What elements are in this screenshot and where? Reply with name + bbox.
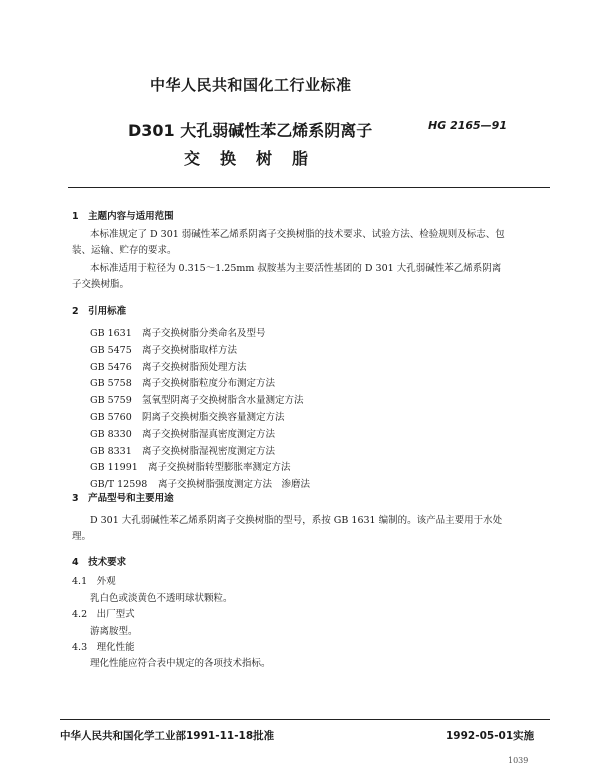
- document-title-line2: 交 换 树 脂: [184, 149, 311, 168]
- subsection-4-3-heading: 4.3 理化性能: [72, 642, 135, 653]
- section-1-para2-line1: 本标准适用于粒径为 0.315～1.25mm 叔胺基为主要活性基团的 D 301 大孔弱碱性苯乙烯系阴离: [90, 263, 502, 274]
- reference-item: [90, 393, 310, 410]
- standard-code: HG 2165—91: [428, 119, 507, 132]
- reference-title: 离子交换树脂预处理方法: [142, 361, 247, 373]
- reference-item: [90, 460, 310, 477]
- approval-notice: 中华人民共和国化学工业部1991-11-18批准: [60, 730, 275, 742]
- reference-code: GB 5759: [90, 395, 132, 407]
- reference-code: GB 5760: [90, 411, 132, 423]
- reference-title: 离子交换树脂粒度分布测定方法: [142, 378, 276, 390]
- org-standard-title: 中华人民共和国化工行业标准: [150, 76, 352, 94]
- reference-title: 离子交换树脂湿视密度测定方法: [142, 445, 276, 457]
- reference-title: 离子交换树脂分类命名及型号: [142, 328, 266, 339]
- reference-code: GB 5758: [90, 378, 132, 390]
- section-3-heading: 3 产品型号和主要用途: [72, 493, 174, 504]
- section-1-heading: 1 主题内容与适用范围: [72, 211, 174, 222]
- subsection-4-1-text: 乳白色或淡黄色不透明球状颗粒。: [90, 593, 233, 604]
- reference-item: [90, 444, 310, 461]
- reference-item: [90, 360, 310, 377]
- reference-title: 阴离子交换树脂交换容量测定方法: [142, 411, 285, 423]
- reference-list: [90, 326, 310, 494]
- subsection-4-2-text: 游离胺型。: [90, 626, 138, 637]
- subsection-4-3-text: 理化性能应符合表中规定的各项技术指标。: [90, 658, 271, 669]
- document-title-line1: D301 大孔弱碱性苯乙烯系阴离子: [128, 121, 373, 140]
- section-1-para1-line2: 装、运输、贮存的要求。: [72, 245, 177, 256]
- reference-code: GB 8331: [90, 445, 132, 457]
- effective-date: 1992-05-01实施: [446, 730, 535, 742]
- reference-code: GB 8330: [90, 428, 132, 440]
- header-divider: [68, 187, 550, 188]
- reference-code: GB/T 12598: [90, 479, 148, 491]
- footer-divider: [60, 719, 550, 720]
- section-1-para2-line2: 子交换树脂。: [72, 279, 130, 290]
- section-4-heading: 4 技术要求: [72, 557, 127, 568]
- section-2-heading: 2 引用标准: [72, 306, 127, 317]
- reference-item: [90, 326, 310, 343]
- section-3-line2: 理。: [72, 531, 92, 542]
- reference-item: [90, 343, 310, 360]
- reference-title: 离子交换树脂取样方法: [142, 344, 238, 356]
- reference-title: 氢氧型阴离子交换树脂含水量测定方法: [142, 395, 304, 407]
- reference-item: [90, 427, 310, 444]
- reference-title: 离子交换树脂强度测定方法 渗磨法: [158, 479, 311, 491]
- reference-code: GB 5476: [90, 361, 132, 373]
- reference-code: GB 11991: [90, 462, 138, 474]
- reference-code: GB 1631: [90, 328, 132, 339]
- subsection-4-2-heading: 4.2 出厂型式: [72, 609, 135, 620]
- reference-item: [90, 376, 310, 393]
- reference-code: GB 5475: [90, 344, 132, 356]
- reference-title: 离子交换树脂湿真密度测定方法: [142, 428, 276, 440]
- page-number: 1039: [508, 756, 529, 765]
- reference-item: [90, 410, 310, 427]
- section-1-para1-line1: 本标准规定了 D 301 弱碱性苯乙烯系阴离子交换树脂的技术要求、试验方法、检验规则及标志、包: [90, 229, 505, 240]
- section-3-line1: D 301 大孔弱碱性苯乙烯系阴离子交换树脂的型号，系按 GB 1631 编制的。该产品主要用于水处: [90, 515, 503, 526]
- reference-title: 离子交换树脂转型膨胀率测定方法: [148, 462, 291, 474]
- subsection-4-1-heading: 4.1 外观: [72, 576, 116, 587]
